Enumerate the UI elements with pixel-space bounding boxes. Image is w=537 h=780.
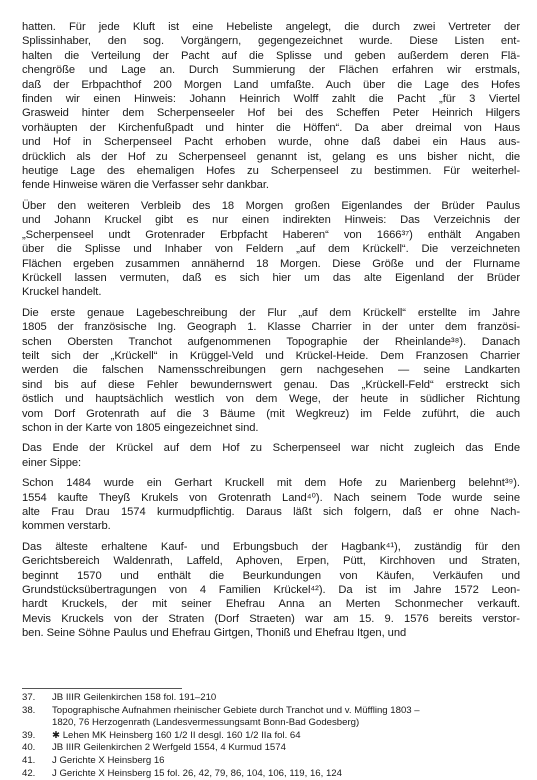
footnote xyxy=(22,692,520,705)
footnotes xyxy=(22,692,520,780)
footnote-line: J Gerichte X Heinsberg 15 fol. 26, 42, 79, 86, 104, 106, 119, 16, 124 xyxy=(52,767,342,779)
footnote-text xyxy=(52,705,520,730)
footnote xyxy=(22,705,520,730)
text-line: alte Frau Drau 1574 kurmudpflichtig. Daraus läßt sich folgern, daß er ohne Nach- xyxy=(22,506,520,518)
text-line: einer Sippe: xyxy=(22,456,82,469)
text-line: Das älteste erhaltene Kauf- und Erbungsbuch der Hagbank⁴¹), zuständig für den xyxy=(22,540,520,553)
text-line: beginnt 1570 und enthält die Beurkundungen von Käufen, Verkäufen und xyxy=(22,569,520,582)
footnote-divider xyxy=(22,688,182,689)
text-line: hatten. Für jede Kluft ist eine Hebeliste angelegt, die durch zwei Vertreter der xyxy=(22,21,520,33)
footnote-text xyxy=(52,742,520,755)
footnote-number: 38. xyxy=(22,704,36,716)
footnote-line: ✱ Lehen MK Heinsberg 160 1/2 II desgl. 160 1/2 IIa fol. 64 xyxy=(52,729,301,741)
text-line: ben. Seine Söhne Paulus und Ehefrau Girtgen, Thoniß und Ehefrau Itgen, und xyxy=(22,627,407,640)
text-line: daß der Erbpachthof 200 Morgen Land umfaßte. Auch über die Lage des Hofes xyxy=(22,78,520,91)
footnote-text xyxy=(52,730,520,743)
footnote-line: Topographische Aufnahmen rheinischer Gebiete durch Tranchot und v. Müffling 1803 – xyxy=(52,704,420,716)
text-line: Die erste genaue Lagebeschreibung der Flur „auf dem Krückell“ erstellte im Jahre xyxy=(22,306,520,319)
text-line: Grundstücksübertragungen von 4 Familien Krückel⁴²). Da ist im Jahre 1572 Leon- xyxy=(22,584,520,597)
paragraph-eigenland xyxy=(22,199,520,300)
footnote-line: J Gerichte X Heinsberg 16 xyxy=(52,754,165,766)
footnote-number: 39. xyxy=(22,729,36,741)
footnote-text xyxy=(52,692,520,705)
footnote-line: 1820, 76 Herzogenrath (Landesvermessungsamt Bonn-Bad Godesberg) xyxy=(52,717,360,729)
footnote-number: 42. xyxy=(22,767,36,779)
footnote xyxy=(22,742,520,755)
text-line: „Scherpenseel undt Grotenrader Erbpfacht Haberen“ von 1666³⁷) enthält Angaben xyxy=(22,228,520,241)
text-line: östlich und hauptsächlich westlich von dem Wege, der heute in südlicher Richtung xyxy=(22,393,520,406)
footnote-number: 37. xyxy=(22,692,36,703)
text-line: schon in der Karte von 1805 eingezeichnet sind. xyxy=(22,421,259,434)
paragraph-lagebeschreibung xyxy=(22,306,520,436)
text-line: Krückell lassen vermuten, daß es sich hier um das alte Eigenland der Brüder xyxy=(22,271,520,284)
text-line: vom Dorf Grotenrath auf die 3 Bäume (mit Wegkreuz) im Felde zuführt, die auch xyxy=(22,407,520,420)
text-line: kommen verstarb. xyxy=(22,520,111,533)
footnote xyxy=(22,730,520,743)
paragraph-ende-krueckel xyxy=(22,441,520,470)
text-line: Kruckel handelt. xyxy=(22,286,102,299)
text-line: Splissinhaber, den sog. Vorgängern, gegengezeichnet wurde. Diese Listen ent- xyxy=(22,35,520,48)
text-line: und Hof in Scherpenseel Pacht erhoben wurde, ohne daß dabei ein Haus aus- xyxy=(22,136,520,149)
footnote-line: JB IIIR Geilenkirchen 2 Werfgeld 1554, 4 Kurmud 1574 xyxy=(52,742,286,754)
text-line: finden wir einen Hinweis: Johann Heinrich Wolff zahlt die Pacht „für 3 Viertel xyxy=(22,93,520,106)
text-line: sind bis auf diese Fehler bewundernswert genau. Das „Krückell-Feld“ erstreckt sich xyxy=(22,378,520,391)
footnote-number: 41. xyxy=(22,754,36,766)
text-line: Gerichtsbereich Waldenrath, Laffeld, Aphoven, Erpen, Pütt, Kirchhoven und Straten, xyxy=(22,555,520,568)
text-line: über die Splisse und Inhaber von Feldern „auf dem Krückell“. Die verzeichneten xyxy=(22,243,520,256)
text-line: teilt sich der „Krückell“ in Krüggel-Veld und Krückel-Heide. Dem Franzosen Charrier xyxy=(22,349,520,362)
text-line: fende Hinweise wären die Verfasser sehr dankbar. xyxy=(22,179,269,192)
text-line: Mevis Kruckels von der Straten (Dorf Straeten) war am 15. 9. 1576 bereits verstor- xyxy=(22,612,520,625)
text-line: Schon 1484 wurde ein Gerhart Kruckell mit dem Hofe zu Marienberg belehnt³⁹). xyxy=(22,477,520,490)
text-line: halten die Verteilung der Pacht auf die Splisse und geben außerdem deren Flä- xyxy=(22,49,520,62)
footnote-number: 40. xyxy=(22,742,36,754)
text-line: Das Ende der Krückel auf dem Hof zu Scherpenseel war nicht zugleich das Ende xyxy=(22,442,520,455)
footnote xyxy=(22,755,520,768)
footnote-line: JB IIIR Geilenkirchen 158 fol. 191–210 xyxy=(52,692,217,703)
text-line: werden die falschen Namensschreibungen gern nachgesehen — seine Landkarten xyxy=(22,364,520,377)
text-line: Flächen ergeben zusammen annähernd 18 Morgen. Diese Größe und der Flurname xyxy=(22,257,520,270)
text-line: Über den weiteren Verbleib des 18 Morgen großen Eigenlandes der Brüder Paulus xyxy=(22,199,520,212)
footnote-text xyxy=(52,755,520,768)
text-line: chengröße und Lage an. Durch Summierung der Flächen erfahren wir erstmals, xyxy=(22,64,520,77)
body-text xyxy=(22,20,520,647)
text-line: vorhäupten der Kirchenfußpadt und hinter die Höffen“. Da aber dreimal von Haus xyxy=(22,121,520,134)
text-line: drücklich als der Hof zu Scherpenseel genannt ist, gelang es uns bisher nicht, die xyxy=(22,150,520,163)
text-line: 1805 der französische Ing. Geograph 1. Klasse Charrier in der unter dem französi- xyxy=(22,321,520,334)
text-line: Grasweid hinter dem Scherpenseeler Hof bei des Scheffen Peter Heinrich Hilgers xyxy=(22,107,520,120)
text-line: 1554 kaufte Theyß Krukels von Grotenrath Land⁴⁰). Nach seinem Tode wurde seine xyxy=(22,491,520,504)
text-line: und Johann Kruckel gibt es nur einen indirekten Hinweis: Das Verzeichnis der xyxy=(22,214,520,227)
text-line: schen Obersten Tranchot aufgenommenen Topographie der Rheinlande³⁸). Danach xyxy=(22,335,520,348)
paragraph-pacht xyxy=(22,20,520,193)
text-line: hardt Kruckels, der mit seiner Ehefrau Anna an Merten Schonmecher verkauft. xyxy=(22,598,520,611)
text-line: heutige Lage des ehemaligen Hofes zu Scherpenseel zu bestimmen. Für weiterhel- xyxy=(22,165,520,178)
paragraph-erbungsbuch xyxy=(22,540,520,641)
paragraph-gerhart-kruckell xyxy=(22,476,520,534)
